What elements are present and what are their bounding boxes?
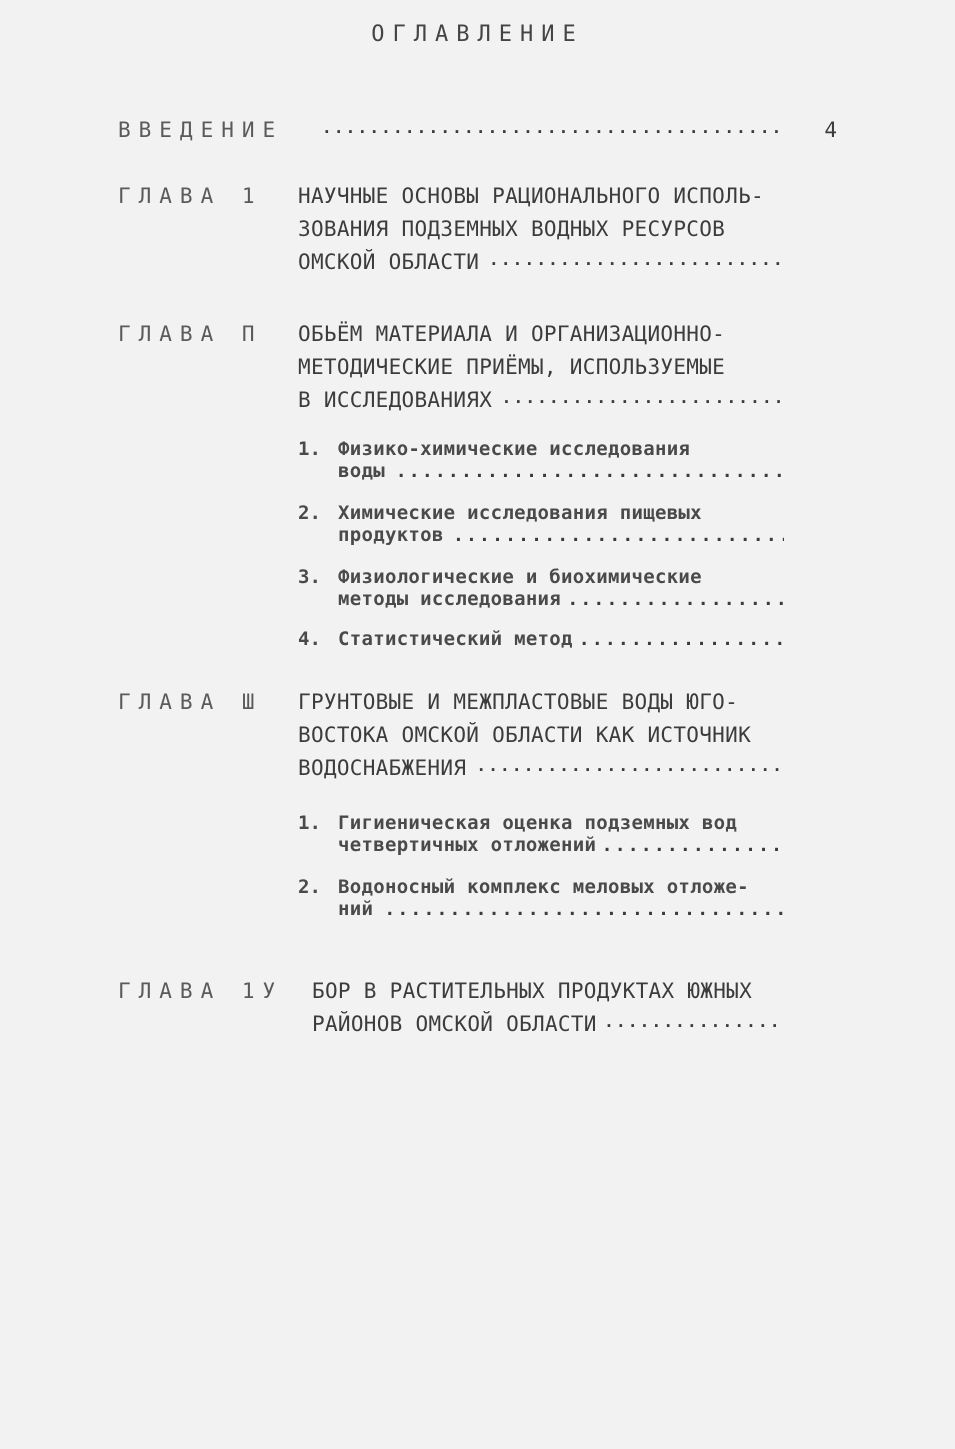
section-title-line: ний (338, 898, 374, 920)
section-title-line: четвертичных отложений (338, 834, 597, 856)
section-title-line: продуктов (338, 524, 444, 546)
chapter-title-line: БОР В РАСТИТЕЛЬНЫХ ПРОДУКТАХ ЮЖНЫХ (312, 979, 753, 1003)
section-number: 2. (298, 502, 321, 524)
dot-leader (489, 250, 784, 269)
chapter-title-line: В ИССЛЕДОВАНИЯХ (298, 388, 493, 412)
section-number: 2. (298, 876, 321, 898)
section-title-line: методы исследования (338, 588, 562, 610)
section-number: 1. (298, 812, 321, 834)
chapter-title-line: ЗОВАНИЯ ПОДЗЕМНЫХ ВОДНЫХ РЕСУРСОВ (298, 217, 726, 241)
chapter-label: ГЛАВА 1У (118, 979, 284, 1003)
section-number: 3. (298, 566, 321, 588)
section-number: 1. (298, 438, 321, 460)
section-title-line: воды (338, 460, 385, 482)
intro-label: ВВЕДЕНИЕ (118, 118, 284, 142)
chapter-title-line: ГРУНТОВЫЕ И МЕЖПЛАСТОВЫЕ ВОДЫ ЮГО- (298, 690, 739, 714)
section-title-line: Гигиеническая оценка подземных вод (338, 812, 738, 834)
chapter-title-line: РАЙОНОВ ОМСКОЙ ОБЛАСТИ (312, 1012, 597, 1036)
dot-leader (396, 461, 784, 482)
section-title-line: Физико-химические исследования (338, 438, 691, 460)
page-number: 4 (824, 118, 837, 142)
dot-leader (322, 118, 784, 137)
chapter-title-line: НАУЧНЫЕ ОСНОВЫ РАЦИОНАЛЬНОГО ИСПОЛЬ- (298, 184, 764, 208)
dot-leader (502, 388, 784, 407)
dot-leader (453, 525, 784, 546)
dot-leader (567, 589, 784, 610)
dot-leader (604, 1012, 784, 1031)
chapter-title-line: ОБЬЁМ МАТЕРИАЛА И ОРГАНИЗАЦИОННО- (298, 322, 726, 346)
page-title: ОГЛАВЛЕНИЕ (371, 22, 584, 47)
dot-leader (579, 629, 784, 650)
section-title-line: Химические исследования пищевых (338, 502, 702, 524)
dot-leader (602, 835, 784, 856)
chapter-label: ГЛАВА Ш (118, 690, 263, 714)
chapter-title-line: ВОДОСНАБЖЕНИЯ (298, 756, 467, 780)
section-number: 4. (298, 628, 321, 650)
chapter-title-line: МЕТОДИЧЕСКИЕ ПРИЁМЫ, ИСПОЛЬЗУЕМЫЕ (298, 355, 726, 379)
chapter-title-line: ВОСТОКА ОМСКОЙ ОБЛАСТИ КАК ИСТОЧНИК (298, 723, 752, 747)
section-title-line: Статистический метод (338, 628, 573, 650)
chapter-title-line: ОМСКОЙ ОБЛАСТИ (298, 250, 480, 274)
section-title-line: Физиологические и биохимические (338, 566, 702, 588)
chapter-label: ГЛАВА П (118, 322, 263, 346)
dot-leader (476, 756, 784, 775)
dot-leader (384, 899, 784, 920)
section-title-line: Водоносный комплекс меловых отложе- (338, 876, 749, 898)
chapter-label: ГЛАВА 1 (118, 184, 263, 208)
